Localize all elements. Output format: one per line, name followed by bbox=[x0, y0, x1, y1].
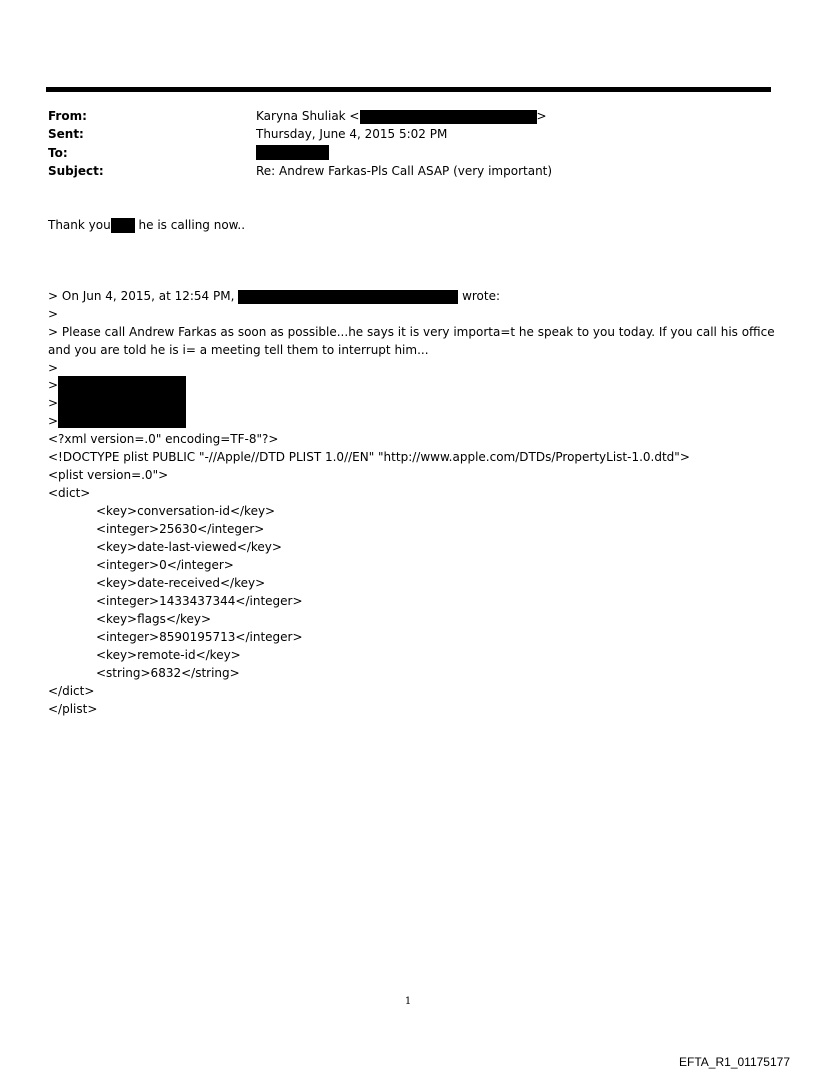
reply-before: Thank you bbox=[48, 218, 111, 232]
plist-line: <key>remote-id</key> bbox=[96, 648, 241, 662]
plist-line: <string>6832</string> bbox=[96, 666, 240, 680]
quoted-line-1: > Please call Andrew Farkas as soon as possible...he says it is very importa=t he speak to you today. If you call his office bbox=[48, 325, 775, 339]
top-rule bbox=[46, 87, 771, 92]
redaction-box bbox=[111, 218, 135, 233]
plist-line: <integer>8590195713</integer> bbox=[96, 630, 303, 644]
quoted-on-suffix: wrote: bbox=[462, 289, 501, 303]
plist-line: <plist version=.0"> bbox=[48, 468, 169, 482]
from-label: From: bbox=[48, 109, 87, 123]
sent-value: Thursday, June 4, 2015 5:02 PM bbox=[256, 127, 448, 141]
to-redaction bbox=[256, 145, 329, 160]
quoted-marker: > bbox=[48, 378, 59, 392]
from-value bbox=[256, 108, 547, 124]
plist-line: <integer>0</integer> bbox=[96, 558, 234, 572]
subject-value: Re: Andrew Farkas-Pls Call ASAP (very important) bbox=[256, 164, 553, 178]
plist-line: <?xml version=.0" encoding=TF-8"?> bbox=[48, 432, 279, 446]
bates-number: EFTA_R1_01175177 bbox=[679, 1055, 790, 1069]
sent-label: Sent: bbox=[48, 127, 84, 141]
plist-line: <key>date-last-viewed</key> bbox=[96, 540, 282, 554]
plist-line: <integer>1433437344</integer> bbox=[96, 594, 303, 608]
plist-line: <key>conversation-id</key> bbox=[96, 504, 276, 518]
plist-line: </dict> bbox=[48, 684, 95, 698]
signature-redaction bbox=[58, 376, 186, 428]
from-close: > bbox=[536, 109, 547, 123]
plist-line: </plist> bbox=[48, 702, 98, 716]
plist-line: <key>date-received</key> bbox=[96, 576, 266, 590]
quoted-header-line bbox=[48, 288, 500, 304]
subject-label: Subject: bbox=[48, 164, 104, 178]
plist-line: <key>flags</key> bbox=[96, 612, 212, 626]
quoted-marker: > bbox=[48, 361, 59, 375]
quoted-marker: > bbox=[48, 396, 59, 410]
page-number: 1 bbox=[404, 996, 412, 1007]
redaction-box bbox=[360, 110, 537, 124]
plist-line: <integer>25630</integer> bbox=[96, 522, 265, 536]
reply-line bbox=[48, 217, 245, 233]
to-label: To: bbox=[48, 146, 68, 160]
reply-after: he is calling now.. bbox=[134, 218, 246, 232]
quoted-line-2: and you are told he is i= a meeting tell them to interrupt him... bbox=[48, 343, 429, 357]
quoted-blank-marker: > bbox=[48, 307, 59, 321]
quoted-marker: > bbox=[48, 414, 59, 428]
plist-line: <dict> bbox=[48, 486, 91, 500]
redaction-box bbox=[238, 290, 458, 304]
from-name: Karyna Shuliak < bbox=[256, 109, 360, 123]
quoted-on-prefix: > On Jun 4, 2015, at 12:54 PM, bbox=[48, 289, 235, 303]
plist-line: <!DOCTYPE plist PUBLIC "-//Apple//DTD PLIST 1.0//EN" "http://www.apple.com/DTDs/PropertyList-1.0.dtd"> bbox=[48, 450, 690, 464]
